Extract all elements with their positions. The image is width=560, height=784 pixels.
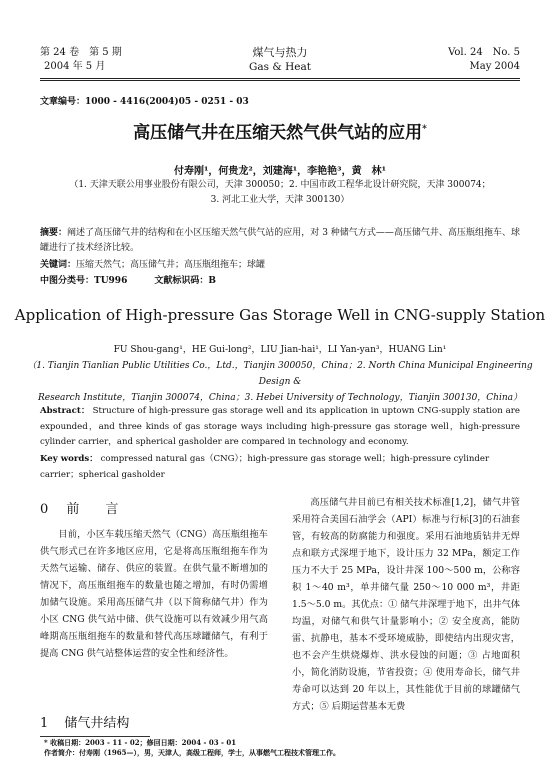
keywords-en-label: Key words：: [40, 454, 98, 464]
date-zh: 2004 年 5 月: [44, 61, 106, 72]
journal-name-en: Gas & Heat: [249, 61, 311, 73]
abstract-en-text: Structure of high-pressure gas storage well and its application in uptown CNG-supply station are expounded，and three kinds of gas storage ways including high-pressure gas storage well，high-pressure cylinder carrier，and spherical gasholder are compared in technology and economy.: [40, 406, 520, 447]
keywords-en-text: compressed natural gas（CNG）；high-pressure gas storage well；high-pressure cylinder carrier；spherical gasholder: [40, 454, 490, 480]
authors-en: FU Shou-gang¹，HE Gui-long²，LIU Jian-hai¹，LI Yan-yan³，HUANG Lin¹: [113, 345, 447, 355]
right-column-paragraph: 高压储气井目前已有相关技术标准[1,2]，储气井管采用符合美国石油学会（API）标准与行标[3]的石油套管，有较高的防腐能力和强度。采用石油地质钻井无焊点和联方式深埋于地下，设计压力 32 MPa，额定工作压力不大于 25 MPa，设计井深 100～500 m，公称容积 1～40 m³，单井储气量 250～10 000 m³，井距 1.5～5.0 m。其优点：① 储气井深埋于地下，出井气体均温，对储气和供气计量影响小；② 安全度高，能防雷、抗静电，基本不受环境威胁，即使结内出现灾害，也不会产生烘烧爆炸、洪水侵蚀的问题；③ 占地面积小，简化消防设施，节省投资；④ 使用寿命长，储气井寿命可以达到 20 年以上，其性能优于目前的球罐储气方式；⑤ 后期运营基本无费: [292, 497, 520, 712]
introduction-paragraph: 目前，小区车载压缩天然气（CNG）高压瓶组拖车供气形式已在许多地区应用，它是将高压瓶组拖车作为天然气运输、储存、供应的装置。在供气量不断增加的情况下，高压瓶组拖车的数量也随之增加，有时仍需增加储气设施。采用高压储气井（以下简称储气井）作为小区 CNG 供气站中储、供气设施可以有效减少用气高峰期高压瓶组拖车的数量和替代高压球罐储气，有利于提高 CNG 供气站整体运营的安全性和经济性。: [40, 529, 268, 659]
article-number: 文章编号：1000 - 4416(2004)05 - 0251 - 03: [40, 97, 249, 107]
affiliation-en-line: Research Institute，Tianjin 300074，China；3. Hebei University of Technology，Tianjin 300130，China）: [37, 393, 523, 403]
keywords-zh-label: 关键词：: [40, 260, 77, 270]
affiliations-en: [20, 358, 540, 406]
keywords-zh: [40, 258, 520, 273]
classification-zh: 中图分类号：TU996 文献标识码：B: [40, 276, 216, 286]
abstract-zh-text: 阐述了高压储气井的结构和在小区压缩天然气供气站的应用，对 3 种储气方式——高压储气井、高压瓶组拖车、球罐进行了技术经济比较。: [40, 228, 520, 253]
paper-title-zh: [0, 118, 560, 143]
abstract-zh: [40, 226, 520, 256]
abstract-en-label: Abstract：: [40, 406, 90, 416]
affiliations-zh: [60, 178, 500, 208]
affiliation-zh-line: （1. 天津天联公用事业股份有限公司，天津 300050；2. 中国市政工程华北设计研究院，天津 300074；: [69, 180, 491, 190]
paper-title-zh-text: 高压储气井在压缩天然气供气站的应用: [133, 123, 423, 143]
abstract-zh-label: 摘要：: [40, 228, 68, 238]
paper-title-en: Application of High-pressure Gas Storage Well in CNG-supply Station: [14, 306, 546, 324]
date-en: May 2004: [469, 61, 520, 72]
volume-issue-en-text: Vol. 24 No. 5: [448, 47, 520, 58]
section-heading-introduction: [40, 498, 118, 517]
affiliation-zh-line: 3. 河北工业大学，天津 300130）: [210, 195, 350, 205]
title-footnote-mark: *: [422, 124, 427, 135]
section-number: 1: [40, 716, 49, 731]
footnote-received: * 收稿日期：2003 - 11 - 02；修回日期：2004 - 03 - 01: [44, 738, 237, 747]
section-heading-well-structure: [40, 712, 129, 731]
footnotes: [44, 738, 520, 758]
keywords-zh-text: 压缩天然气；高压储气井；高压瓶组拖车；球罐: [76, 260, 266, 270]
section-title: 储气井结构: [64, 716, 130, 731]
affiliation-en-line: （1. Tianjin Tianlian Public Utilities Co.，Ltd.，Tianjin 300050，China；2. North China Municipal Engineering Design &: [27, 361, 533, 387]
header-rule-thin: [40, 80, 520, 81]
journal-name-zh: 煤气与热力: [252, 46, 308, 59]
volume-issue-zh-text: 第 24 卷 第 5 期: [40, 47, 122, 58]
keywords-en: [40, 452, 520, 483]
abstract-en: [40, 404, 520, 451]
header-rule: [40, 78, 520, 79]
section-number: 0: [40, 502, 49, 517]
volume-issue-en: [400, 46, 520, 74]
authors-zh: 付寿刚¹，何贵龙²，刘建海¹，李艳艳³，黄 林¹: [174, 166, 386, 177]
footnote-author: 作者简介：付寿刚（1965—），男，天津人，高级工程师，学士，从事燃气工程技术管理工作。: [44, 748, 340, 757]
footnote-rule: [40, 736, 150, 737]
section-title: 前 言: [66, 502, 119, 517]
